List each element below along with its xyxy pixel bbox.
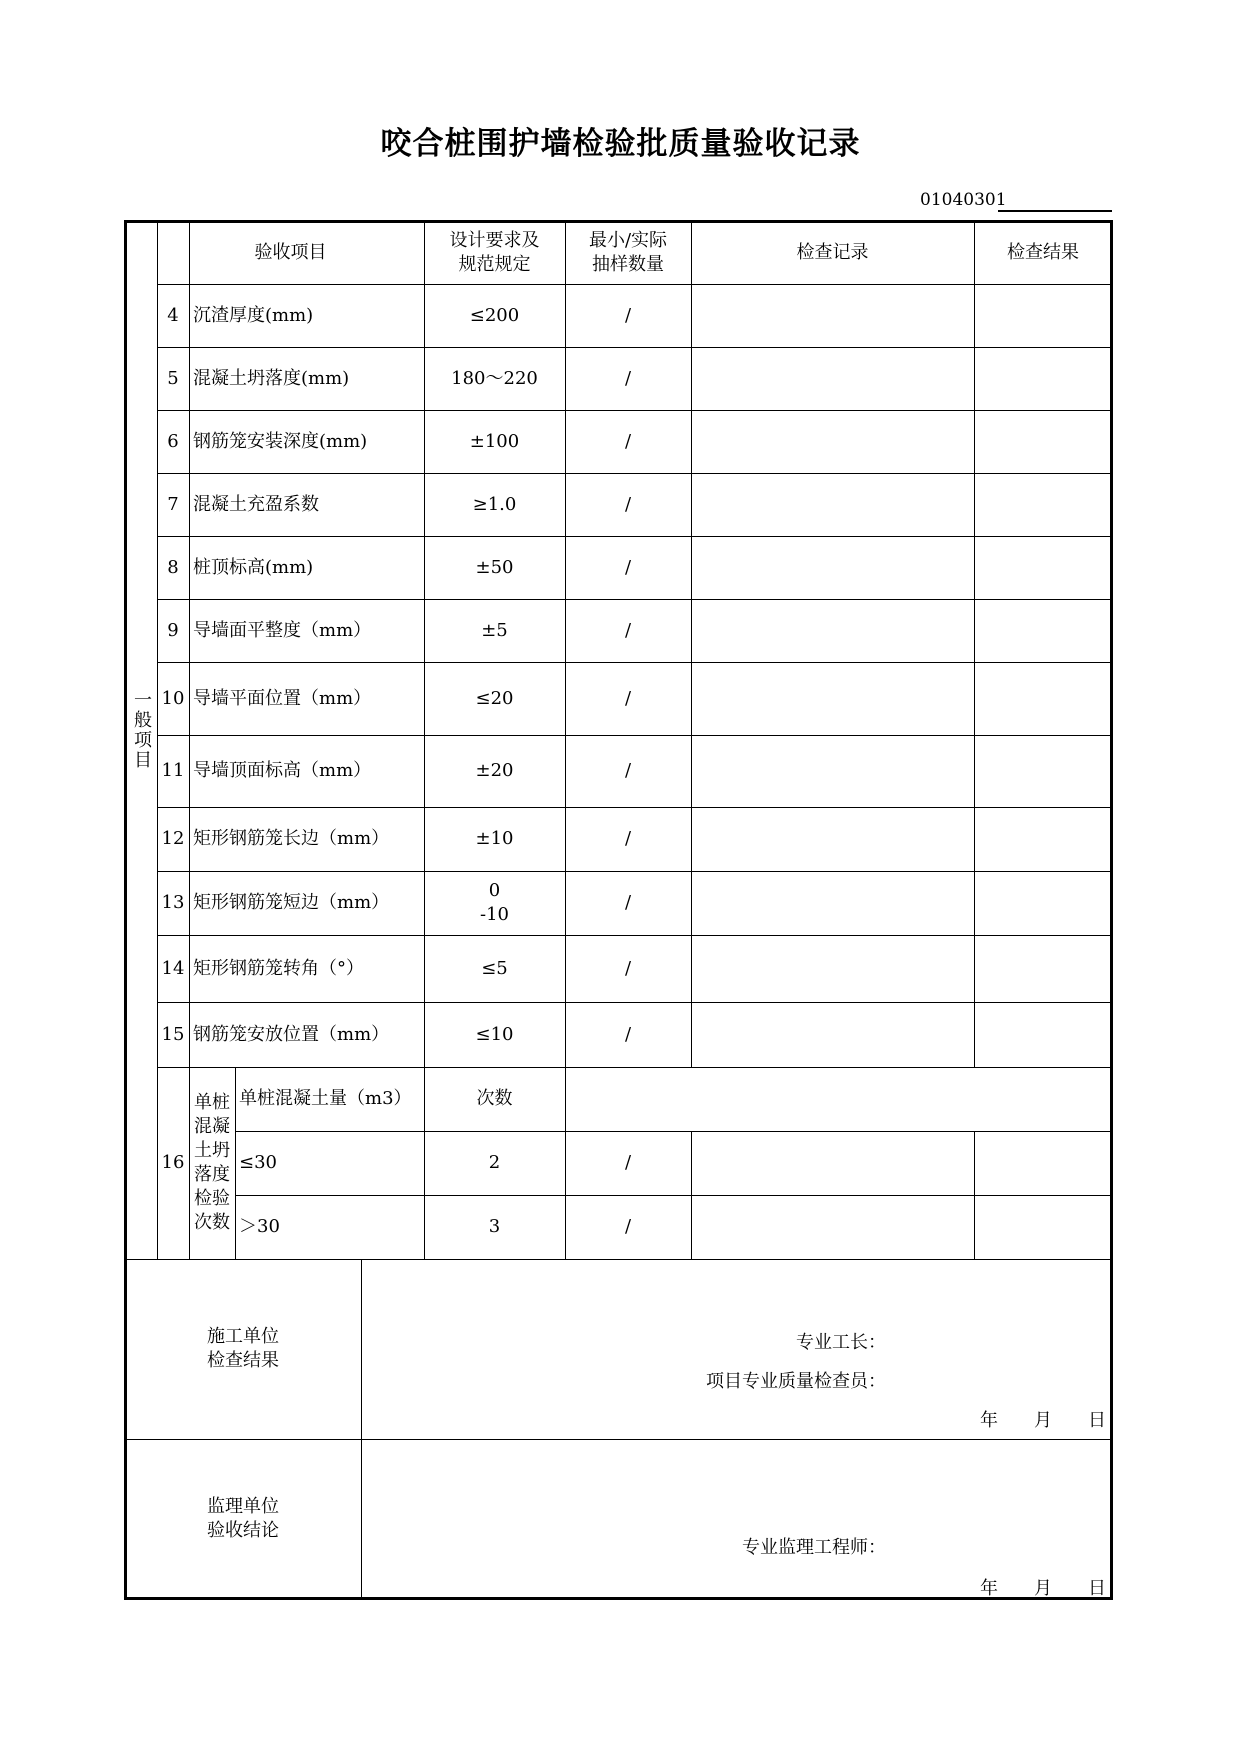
row-number: 12 bbox=[161, 828, 185, 849]
record-cell[interactable] bbox=[691, 410, 974, 473]
result-cell[interactable] bbox=[974, 807, 1112, 871]
requirement-value: ≤20 bbox=[475, 687, 514, 709]
record-cell[interactable] bbox=[691, 347, 974, 410]
row16-sub1-result-cell[interactable] bbox=[974, 1131, 1112, 1195]
row-number: 8 bbox=[167, 556, 179, 578]
result-cell[interactable] bbox=[974, 662, 1112, 735]
header-record: 检查记录 bbox=[796, 241, 869, 263]
record-cell[interactable] bbox=[691, 735, 974, 807]
requirement-value: ≤10 bbox=[475, 1023, 514, 1045]
row16-sub2-result-cell[interactable] bbox=[974, 1195, 1112, 1259]
requirement-value: ±50 bbox=[475, 556, 514, 578]
row-number: 6 bbox=[167, 430, 179, 452]
row-number: 11 bbox=[161, 760, 185, 781]
item-name: 桩顶标高(mm) bbox=[193, 556, 314, 578]
sample-count: / bbox=[624, 619, 632, 641]
sample-count: / bbox=[624, 1023, 632, 1045]
record-cell[interactable] bbox=[691, 935, 974, 1002]
supervision-signature-area[interactable] bbox=[362, 1440, 1112, 1598]
record-cell[interactable] bbox=[691, 284, 974, 347]
result-cell[interactable] bbox=[974, 410, 1112, 473]
sample-count: / bbox=[624, 493, 632, 515]
sample-count: / bbox=[624, 367, 632, 389]
record-cell[interactable] bbox=[691, 871, 974, 935]
record-cell[interactable] bbox=[691, 599, 974, 662]
requirement-value: ≤200 bbox=[469, 304, 520, 326]
record-cell[interactable] bbox=[691, 473, 974, 536]
row16-sub2-req: 3 bbox=[488, 1216, 501, 1237]
record-cell[interactable] bbox=[691, 807, 974, 871]
requirement-value: 0 -10 bbox=[480, 880, 509, 925]
result-cell[interactable] bbox=[974, 473, 1112, 536]
category-label: 一般项目 bbox=[131, 690, 152, 770]
result-cell[interactable] bbox=[974, 599, 1112, 662]
row-number: 10 bbox=[161, 687, 185, 709]
item-name: 矩形钢筋笼长边（mm） bbox=[193, 828, 390, 849]
result-cell[interactable] bbox=[974, 284, 1112, 347]
requirement-value: 180～220 bbox=[451, 367, 538, 389]
result-cell[interactable] bbox=[974, 347, 1112, 410]
foreman-label: 专业工长： bbox=[796, 1332, 886, 1353]
row-number: 5 bbox=[167, 367, 179, 389]
supervision-label: 监理单位 验收结论 bbox=[207, 1496, 279, 1541]
row16-number: 16 bbox=[161, 1152, 185, 1173]
page-title: 咬合桩围护墙检验批质量验收记录 bbox=[380, 126, 861, 162]
row16-sub2-sample: / bbox=[624, 1216, 632, 1237]
supervising-engineer-label: 专业监理工程师： bbox=[742, 1537, 886, 1558]
quality-inspector-label: 项目专业质量检查员： bbox=[706, 1371, 886, 1392]
sample-count: / bbox=[624, 957, 632, 979]
requirement-value: ±5 bbox=[481, 619, 508, 641]
requirement-value: ≥1.0 bbox=[472, 493, 517, 515]
item-name: 钢筋笼安放位置（mm） bbox=[193, 1023, 390, 1045]
result-cell[interactable] bbox=[974, 1002, 1112, 1067]
item-name: 导墙平面位置（mm） bbox=[193, 687, 372, 709]
row16-sub1-record-cell[interactable] bbox=[691, 1131, 974, 1195]
row-number: 4 bbox=[167, 304, 179, 326]
construction-label: 施工单位 检查结果 bbox=[207, 1326, 279, 1371]
construction-signature-area[interactable] bbox=[362, 1260, 1112, 1439]
item-name: 混凝土坍落度(mm) bbox=[193, 367, 350, 389]
row-number: 13 bbox=[161, 892, 185, 913]
form-code: 01040301 bbox=[920, 190, 1007, 210]
header-sample: 最小/实际 抽样数量 bbox=[588, 229, 668, 275]
record-cell[interactable] bbox=[691, 536, 974, 599]
row16-subheader-req: 次数 bbox=[476, 1088, 513, 1109]
sample-count: / bbox=[624, 304, 632, 326]
header-requirement: 设计要求及 规范规定 bbox=[449, 229, 540, 275]
result-cell[interactable] bbox=[974, 735, 1112, 807]
sample-count: / bbox=[624, 687, 632, 709]
result-cell[interactable] bbox=[974, 935, 1112, 1002]
sample-count: / bbox=[624, 760, 632, 781]
item-name: 混凝土充盈系数 bbox=[193, 493, 319, 515]
header-item: 验收项目 bbox=[254, 241, 327, 263]
sample-count: / bbox=[624, 556, 632, 578]
requirement-value: ±100 bbox=[469, 430, 520, 452]
sample-count: / bbox=[624, 430, 632, 452]
row16-sub1-sample: / bbox=[624, 1152, 632, 1173]
row-number: 9 bbox=[167, 619, 179, 641]
requirement-value: ±10 bbox=[475, 828, 514, 849]
construction-date: 年 月 日 bbox=[980, 1410, 1106, 1431]
row16-label: 单桩混凝土坍落度检验次数 bbox=[194, 1092, 230, 1233]
row16-subheader-name: 单桩混凝土量（m3） bbox=[239, 1088, 412, 1109]
item-name: 矩形钢筋笼转角（°） bbox=[193, 957, 364, 979]
item-name: 钢筋笼安装深度(mm) bbox=[193, 430, 368, 452]
header-result: 检查结果 bbox=[1007, 241, 1079, 263]
result-cell[interactable] bbox=[974, 536, 1112, 599]
sample-count: / bbox=[624, 892, 632, 913]
item-name: 导墙顶面标高（mm） bbox=[193, 760, 372, 781]
requirement-value: ≤5 bbox=[481, 957, 508, 979]
form-code-underline bbox=[998, 210, 1112, 212]
row-number: 14 bbox=[161, 957, 185, 979]
item-name: 矩形钢筋笼短边（mm） bbox=[193, 892, 390, 913]
item-name: 导墙面平整度（mm） bbox=[193, 619, 372, 641]
record-cell[interactable] bbox=[691, 1002, 974, 1067]
row-number: 15 bbox=[161, 1023, 185, 1045]
sample-count: / bbox=[624, 828, 632, 849]
row16-sub2-name: ＞30 bbox=[239, 1216, 280, 1237]
item-name: 沉渣厚度(mm) bbox=[193, 304, 314, 326]
row-number: 7 bbox=[167, 493, 179, 515]
supervision-date: 年 月 日 bbox=[980, 1578, 1106, 1599]
row16-sub2-record-cell[interactable] bbox=[691, 1195, 974, 1259]
record-cell[interactable] bbox=[691, 662, 974, 735]
result-cell[interactable] bbox=[974, 871, 1112, 935]
row16-sub1-name: ≤30 bbox=[239, 1152, 277, 1173]
requirement-value: ±20 bbox=[475, 760, 514, 781]
row16-sub1-req: 2 bbox=[488, 1152, 501, 1173]
